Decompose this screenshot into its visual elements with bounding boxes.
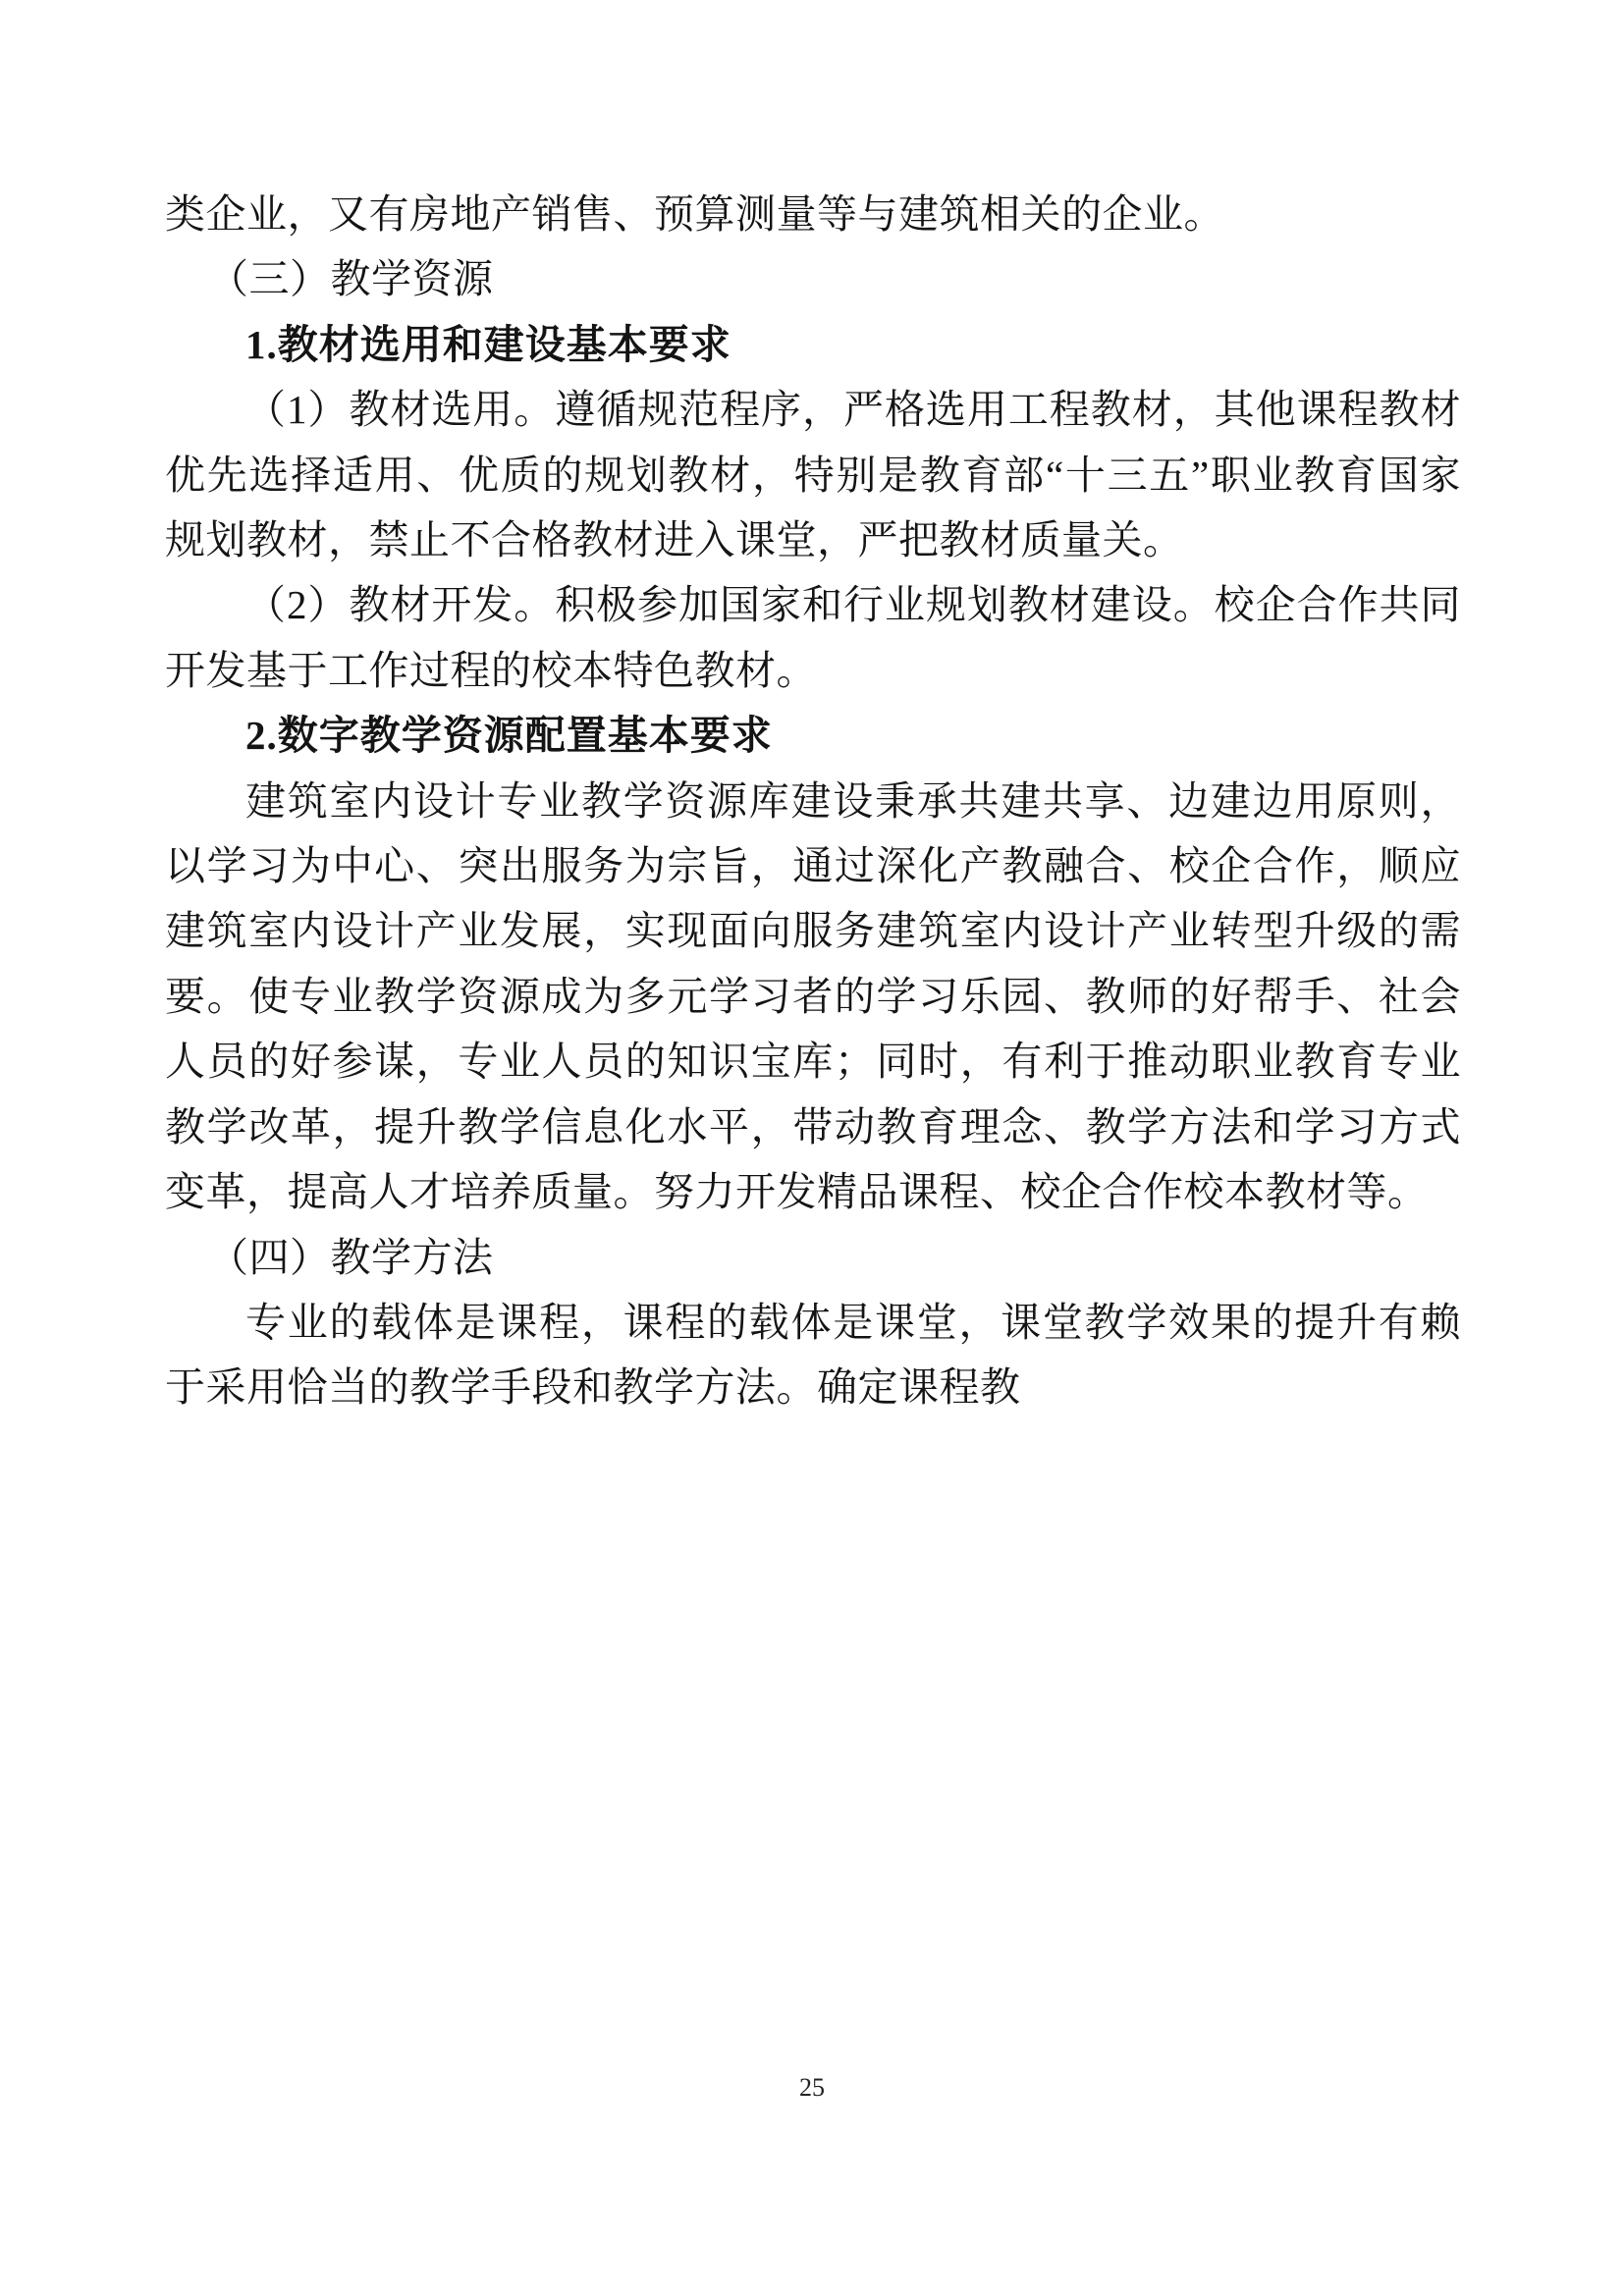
- paragraph-digital-resources: 建筑室内设计专业教学资源库建设秉承共建共享、边建边用原则，以学习为中心、突出服务为宗旨，通过深化产教融合、校企合作，顺应建筑室内设计产业发展，实现面向服务建筑室内设计产业转型升级的需要。使专业教学资源成为多元学习者的学习乐园、教师的好帮手、社会人员的好参谋，专业人员的知识宝库；同时，有利于推动职业教育专业教学改革，提升教学信息化水平，带动教育理念、教学方法和学习方式变革，提高人才培养质量。努力开发精品课程、校企合作校本教材等。: [165, 777, 1461, 1215]
- section-heading-three: （三）教学资源: [208, 256, 494, 302]
- page-number: 25: [799, 2073, 825, 2102]
- section-heading-four: （四）教学方法: [208, 1234, 494, 1280]
- paragraph-teaching-methods: 专业的载体是课程，课程的载体是课堂，课堂教学效果的提升有赖于采用恰当的教学手段和教学方法。确定课程教: [165, 1299, 1461, 1411]
- document-body: [165, 182, 1461, 1420]
- subsection-heading-2: 2.数字教学资源配置基本要求: [245, 713, 773, 759]
- paragraph-textbook-selection: （1）教材选用。遵循规范程序，严格选用工程教材，其他课程教材优先选择适用、优质的规划教材，特别是教育部“十三五”职业教育国家规划教材，禁止不合格教材进入课堂，严把教材质量关。: [165, 387, 1461, 563]
- paragraph-textbook-development: （2）教材开发。积极参加国家和行业规划教材建设。校企合作共同开发基于工作过程的校本特色教材。: [165, 582, 1461, 693]
- paragraph-continued: 类企业，又有房地产销售、预算测量等与建筑相关的企业。: [165, 191, 1224, 237]
- subsection-heading-1: 1.教材选用和建设基本要求: [245, 321, 731, 367]
